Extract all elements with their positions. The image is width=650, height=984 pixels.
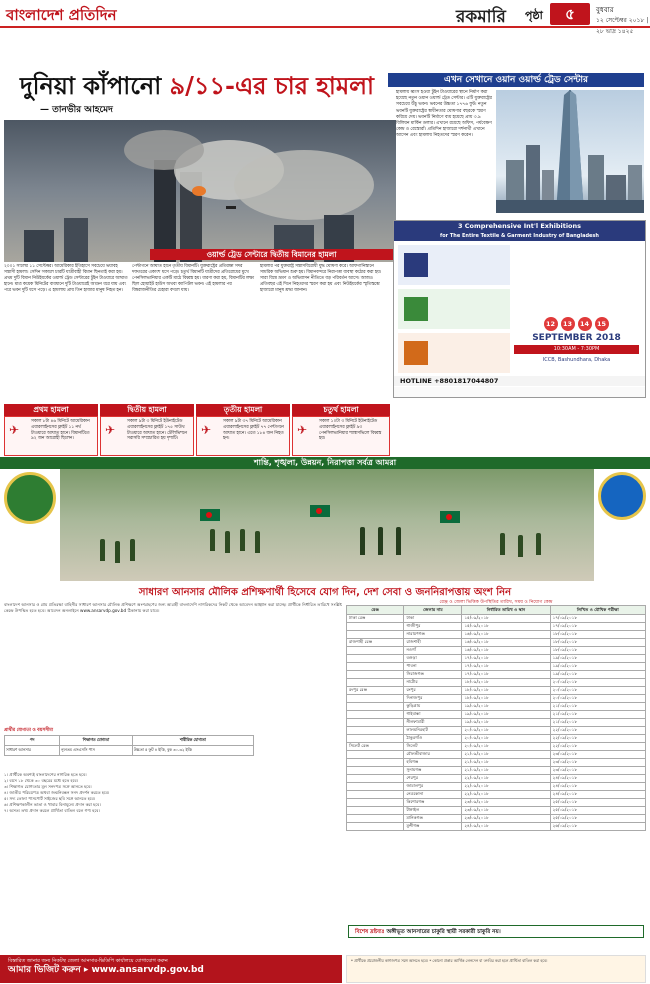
list-item: ৫। সদ্য তোলা পাসপোর্ট সাইজের ছবি সঙ্গে আনতে হবে। <box>4 796 96 801</box>
table-cell: নারায়ণগঞ্জ <box>404 631 462 639</box>
table-row <box>347 695 646 703</box>
table-header: জেলার নাম <box>404 606 462 615</box>
table-cell: ঢাকা রেঞ্জ <box>347 615 404 623</box>
table-cell: ১৭/০৯/২০১৮ <box>462 655 550 663</box>
table-cell: ১৭/০৯/২০১৮ <box>462 663 550 671</box>
table-cell: ২২/০৯/২০১৮ <box>550 743 645 751</box>
table-cell <box>347 799 404 807</box>
table-cell: ১৬/০৯/২০১৮ <box>462 647 550 655</box>
table-row <box>347 767 646 775</box>
table-row <box>347 663 646 671</box>
ansar-headline: সাধারণ আনসার মৌলিক প্রশিক্ষণার্থী হিসেবে যোগ দিন, দেশ সেবা ও জননিরাপত্তায় অংশ নিন <box>138 587 512 598</box>
north-tower <box>154 160 176 262</box>
wtc-box-title: এখন সেখানে ওয়ান ওয়ার্ল্ড ট্রেড সেন্টার <box>388 73 644 87</box>
soldier-figure <box>500 533 505 555</box>
table-cell: ১৯/০৯/২০১৮ <box>462 703 550 711</box>
table-cell: ২০/০৯/২০১৮ <box>550 695 645 703</box>
table-cell: ১৮/০৯/২০১৮ <box>462 695 550 703</box>
table-row <box>347 639 646 647</box>
ansar-emblem-logo-right <box>598 472 646 520</box>
ad-exhibition-logos <box>398 245 510 373</box>
ad-header <box>394 221 645 241</box>
table-cell: ১৭/০৯/২০১৮ <box>550 623 645 631</box>
ad-date: 12 <box>544 317 558 331</box>
table-cell: কিশোরগঞ্জ <box>404 799 462 807</box>
page-word: পৃষ্ঠা <box>525 9 543 22</box>
table-cell: সিলেট <box>404 743 462 751</box>
soldier-figure <box>115 541 120 563</box>
table-row <box>347 719 646 727</box>
list-item: ৬। প্রশিক্ষণকালীন ভাতা ও খাবার বিনামূল্যে প্রদান করা হবে। <box>4 802 101 807</box>
ansar-footer <box>0 955 342 983</box>
ad-sub-line: for The Entire Textile & Garment Industry of Bangladesh <box>440 233 599 239</box>
table-cell: টাঙ্গাইল <box>404 807 462 815</box>
table-cell: ১৫/০৯/২০১৮ <box>462 623 550 631</box>
table-cell: নীলফামারী <box>404 719 462 727</box>
table-cell: রাজশাহী <box>404 639 462 647</box>
table-cell: বগুড়া <box>404 655 462 663</box>
ad-sponsor-strip <box>394 387 645 397</box>
qual-header: শিক্ষাগত যোগ্যতা <box>60 736 133 746</box>
table-cell <box>347 703 404 711</box>
special-note <box>348 925 644 938</box>
table-row <box>347 703 646 711</box>
table-row <box>347 759 646 767</box>
table-cell <box>347 671 404 679</box>
attack-2-box <box>100 416 194 456</box>
table-cell: সিরাজগঞ্জ <box>404 671 462 679</box>
table-cell: মানিকগঞ্জ <box>404 815 462 823</box>
wtc-box-text: হামলায় ধ্বংস হওয়া টুইন টাওয়ারের স্থানে নির্মাণ করা হয়েছে নতুন ওয়ান ওয়ার্ল্ড ট্রেড সেন্টার। এটি যুক্তরাষ্ট্রের সবচেয়ে উঁচু ভবন। ভবনের উচ্চতা ১৭৭৬ ফুট। নতুন ভবনটি যুক্তরাষ্ট্রের স্বাধীনতার ঘোষণার বছরকে স্মরণ করিয়ে দেয়। ভবনটি নির্মাণে ব্যয় হয়েছে প্রায় ৩.৯ বিলিয়ন মার্কিন ডলার। এখানে রয়েছে অফিস, পর্যবেক্ষণ কেন্দ্র ও রেস্তোরাঁ। প্রতিদিন হাজারো দর্শনার্থী এখানে আসেন এবং হামলায় নিহতদের স্মরণ করেন। <box>396 90 492 139</box>
smoke-cloud <box>234 150 374 220</box>
range-table-title: রেঞ্জ ও জেলা ভিত্তিক উপস্থিতির তারিখ, সময় ও নিয়োগ কেন্দ্র <box>439 600 553 605</box>
article-column-2: পেন্টাগনে আঘাত হানে তৃতীয় বিমানটি। যুক্তরাষ্ট্রের প্রতিরক্ষা সদর দফতরের একাংশ ধসে পড়ে। চতুর্থ বিমানটি যাত্রীদের প্রতিরোধের মুখে পেনসিলভানিয়ার একটি মাঠে বিধ্বস্ত হয়। ধারণা করা হয়, বিমানটির লক্ষ্য ছিল হোয়াইট হাউস অথবা ক্যাপিটল ভবন। এই হামলার পর বিশ্বরাজনীতির চেহারা বদলে যায়। <box>132 264 254 293</box>
table-cell: ২৩/০৯/২০১৮ <box>550 751 645 759</box>
smoke-cloud <box>124 130 204 170</box>
table-cell: ১৮/০৯/২০১৮ <box>550 639 645 647</box>
table-cell: ২১/০৯/২০১৮ <box>550 703 645 711</box>
table-row <box>347 711 646 719</box>
table-row <box>347 727 646 735</box>
table-cell: ২১/০৯/২০১৮ <box>462 767 550 775</box>
table-cell <box>347 751 404 759</box>
attack-4-box <box>292 416 390 456</box>
table-row <box>347 815 646 823</box>
attack-4-text: সকাল ১০টা ৩ মিনিটে ইউনাইটেড এয়ারলাইনসের ফ্লাইট ৯৩ পেনসিলভানিয়ার শ্যাঙ্কসভিলে বিধ্বস্ত হয়। <box>319 419 382 442</box>
list-item: ৪। জাতীয় পরিচয়পত্র অথবা জন্মনিবন্ধন সনদ প্রদর্শন করতে হবে। <box>4 790 110 795</box>
table-cell: ২০/০৯/২০১৮ <box>550 687 645 695</box>
table-cell: ১৯/০৯/২০১৮ <box>550 663 645 671</box>
table-cell: ২০/০৯/২০১৮ <box>462 735 550 743</box>
table-header: লিখিত ও মৌখিক পরীক্ষা <box>550 606 645 615</box>
table-cell: ২৩/০৯/২০১৮ <box>462 815 550 823</box>
qualification-title: প্রার্থীর যোগ্যতা ও বয়সসীমা <box>4 728 53 733</box>
table-cell: ২০/০৯/২০১৮ <box>462 743 550 751</box>
table-header: নির্ধারিত তারিখ ও স্থান <box>462 606 550 615</box>
table-cell <box>347 727 404 735</box>
table-cell: ১৮/০৯/২০১৮ <box>550 647 645 655</box>
table-cell: রংপুর <box>404 687 462 695</box>
date-label: ১২ সেপ্টেম্বর ২০১৮ | ২৮ ভাদ্র ১৪২৫ <box>596 17 649 35</box>
table-cell: ১৯/০৯/২০১৮ <box>550 655 645 663</box>
table-cell: ২৫/০৯/২০১৮ <box>550 815 645 823</box>
table-cell <box>347 711 404 719</box>
table-cell: ১৮/০৯/২০১৮ <box>462 679 550 687</box>
table-cell: ২১/০৯/২০১৮ <box>462 751 550 759</box>
day-label: বুধবার <box>596 6 614 14</box>
table-cell: ১৯/০৯/২০১৮ <box>462 711 550 719</box>
soldier-figure <box>130 539 135 561</box>
attack-2-text: সকাল ৯টা ৩ মিনিটে ইউনাইটেড এয়ারলাইনসের ফ্লাইট ১৭৫ সাউথ টাওয়ারে আঘাত হানে। টেলিভিশনে সরাসরি সম্প্রচারিত হয় দৃশ্যটি। <box>127 419 187 442</box>
bangladesh-flag <box>200 509 220 521</box>
ansar-emblem-logo <box>4 472 56 524</box>
qual-header: পদ <box>5 736 60 746</box>
table-row <box>347 799 646 807</box>
table-cell: মৌলভীবাজার <box>404 751 462 759</box>
table-header: রেঞ্জ <box>347 606 404 615</box>
footer-text: বিস্তারিত জানার জন্য নিকটস্থ জেলা আনসার-ভিডিপি কার্যালয়ে যোগাযোগ করুন <box>8 958 168 964</box>
table-cell: ২৫/০৯/২০১৮ <box>550 807 645 815</box>
table-cell: সিলেট রেঞ্জ <box>347 743 404 751</box>
table-row <box>347 791 646 799</box>
ansar-notice-text: বাংলাদেশ আনসার ও গ্রাম প্রতিরক্ষা বাহিনীর সাধারণ আনসার মৌলিক প্রশিক্ষণে অংশগ্রহণের জন্য আগ্রহী বাংলাদেশি নাগরিকদের নিকট থেকে আবেদন আহ্বান করা যাচ্ছে। প্রার্থীকে নির্ধারিত তারিখে সংশ্লিষ্ট কেন্দ্রে উপস্থিত হতে হবে। আবেদন অনলাইনে www.ansarvdp.gov.bd ঠিকানায় করা যাবে। <box>4 602 342 613</box>
table-cell: গাজীপুর <box>404 623 462 631</box>
table-cell: ২৪/০৯/২০১৮ <box>550 791 645 799</box>
ad-date: 13 <box>561 317 575 331</box>
table-cell: ১৬/০৯/২০১৮ <box>462 631 550 639</box>
list-item: ৭। অসত্য তথ্য প্রদান করলে প্রার্থিতা বাতিল বলে গণ্য হবে। <box>4 808 100 813</box>
range-schedule-table <box>346 605 646 831</box>
requirements-list <box>4 772 342 814</box>
attack-1-title: প্রথম হামলা <box>4 404 98 416</box>
ad-time: 10:30AM - 7:30PM <box>514 345 639 354</box>
plane-icon: ✈ <box>105 423 116 437</box>
table-cell: ১৭/০৯/২০১৮ <box>550 615 645 623</box>
table-cell <box>347 623 404 631</box>
footer-note: * প্রার্থীকে প্রয়োজনীয় কাগজপত্র সঙ্গে আনতে হবে। * কোনো প্রকার আর্থিক লেনদেন বা তদবির করা হলে প্রার্থিতা বাতিল করা হবে। <box>346 955 646 983</box>
table-cell: ২৩/০৯/২০১৮ <box>462 807 550 815</box>
table-cell: নেত্রকোনা <box>404 791 462 799</box>
table-cell: শেরপুর <box>404 775 462 783</box>
table-cell: হবিগঞ্জ <box>404 759 462 767</box>
table-cell: ১৫/০৯/২০১৮ <box>462 615 550 623</box>
table-row <box>347 655 646 663</box>
table-cell: ২১/০৯/২০১৮ <box>550 711 645 719</box>
table-cell: ২৪/০৯/২০১৮ <box>462 823 550 831</box>
building <box>24 230 54 262</box>
soldier-figure <box>255 531 260 553</box>
one-wtc-photo <box>496 90 644 213</box>
table-cell: ১৬/০৯/২০১৮ <box>462 639 550 647</box>
table-cell: ২৩/০৯/২০১৮ <box>550 759 645 767</box>
attack-2-title: দ্বিতীয় হামলা <box>100 404 194 416</box>
table-cell: রংপুর রেঞ্জ <box>347 687 404 695</box>
qual-cell: ন্যূনতম এসএসসি পাস <box>60 746 133 756</box>
special-note-text: অঙ্গীভূত আনসারের চাকুরি স্থায়ী সরকারী চাকুরি নয়। <box>386 929 501 935</box>
table-cell: গাইবান্ধা <box>404 711 462 719</box>
photo-caption: ওয়ার্ল্ড ট্রেড সেন্টারে দ্বিতীয় বিমানের হামলা <box>150 249 393 260</box>
table-cell: ১৮/০৯/২০১৮ <box>550 631 645 639</box>
plane-icon: ✈ <box>9 423 20 437</box>
soldier-figure <box>360 527 365 555</box>
table-row <box>347 751 646 759</box>
article-column-1: ২০০১ সালের ১১ সেপ্টেম্বর। আমেরিকার ইতিহাসে সবচেয়ে ভয়াবহ সন্ত্রাসী হামলা। সেদিন সকালে চারটি যাত্রীবাহী বিমান ছিনতাই করা হয়। প্রথম দুটি বিমান নিউইয়র্কের ওয়ার্ল্ড ট্রেড সেন্টারের টুইন টাওয়ারে আঘাত হানে। মাত্র কয়েক মিনিটের ব্যবধানে দুটি টাওয়ারেই আগুন ধরে যায় এবং পরে ভবন দুটি ধসে পড়ে। এ হামলায় প্রায় তিন হাজার মানুষ নিহত হন। <box>4 264 128 293</box>
attack-1-text: সকাল ৮টা ৪৬ মিনিটে আমেরিকান এয়ারলাইনসের ফ্লাইট ১১ নর্থ টাওয়ারে আঘাত হানে। বিমানটিতে ৯২ জন আরোহী ছিলেন। <box>31 419 90 442</box>
bangladesh-flag <box>310 505 330 517</box>
table-cell: ২৫/০৯/২০১৮ <box>550 799 645 807</box>
qual-cell: সাধারণ আনসার <box>5 746 60 756</box>
attack-3-text: সকাল ৯টা ৩৭ মিনিটে আমেরিকান এয়ারলাইনসের ফ্লাইট ৭৭ পেন্টাগনে আঘাত হানে। এতে ১৮৪ জন নিহত হন। <box>223 419 284 442</box>
byline: — তানভীর আহমেদ <box>40 105 113 115</box>
table-cell <box>347 655 404 663</box>
table-cell: ২২/০৯/২০১৮ <box>462 775 550 783</box>
plane-icon: ✈ <box>201 423 212 437</box>
table-cell: ২২/০৯/২০১৮ <box>550 727 645 735</box>
soldier-figure <box>240 529 245 551</box>
table-cell <box>347 735 404 743</box>
soldier-figure <box>518 535 523 557</box>
table-cell <box>347 663 404 671</box>
table-row <box>347 687 646 695</box>
table-cell: ২২/০৯/২০১৮ <box>550 735 645 743</box>
table-row <box>347 631 646 639</box>
attack-3-title: তৃতীয় হামলা <box>196 404 290 416</box>
table-cell: ২৪/০৯/২০১৮ <box>550 783 645 791</box>
table-row <box>347 735 646 743</box>
table-row <box>347 743 646 751</box>
table-cell: ২৩/০৯/২০১৮ <box>462 799 550 807</box>
table-cell: ঢাকা <box>404 615 462 623</box>
ad-date: 14 <box>578 317 592 331</box>
table-cell: ২১/০৯/২০১৮ <box>550 719 645 727</box>
table-cell: নওগাঁ <box>404 647 462 655</box>
table-cell <box>347 767 404 775</box>
table-cell <box>347 695 404 703</box>
table-cell: ১৮/০৯/২০১৮ <box>462 687 550 695</box>
footer-url-link[interactable]: আমার ভিজিট করুন ▸ www.ansarvdp.gov.bd <box>8 965 204 975</box>
attack-1-box <box>4 416 98 456</box>
table-row <box>347 775 646 783</box>
table-cell <box>347 631 404 639</box>
table-cell <box>347 719 404 727</box>
table-cell: জামালপুর <box>404 783 462 791</box>
bangladesh-flag <box>440 511 460 523</box>
table-row <box>347 783 646 791</box>
soldier-figure <box>100 539 105 561</box>
table-cell: ২২/০৯/২০১৮ <box>462 791 550 799</box>
table-cell: ২৩/০৯/২০১৮ <box>550 767 645 775</box>
table-cell: ঠাকুরগাঁও <box>404 735 462 743</box>
twin-towers-photo <box>4 120 396 262</box>
qual-cell: উচ্চতা ৫ ফুট ৪ ইঞ্চি, বুক ৩০-৩২ ইঞ্চি <box>132 746 253 756</box>
table-cell: ২০/০৯/২০১৮ <box>462 727 550 735</box>
table-row <box>347 615 646 623</box>
table-cell: পাবনা <box>404 663 462 671</box>
ansar-banner: শান্তি, শৃঙ্খলা, উন্নয়ন, নিরাপত্তা সর্বত্র আমরা <box>0 457 650 469</box>
table-cell <box>347 783 404 791</box>
building <box>64 218 88 262</box>
table-cell: সুনামগঞ্জ <box>404 767 462 775</box>
list-item: ২। বয়স ১৮ থেকে ৩০ বছরের মধ্যে হতে হবে। <box>4 778 79 783</box>
ad-date-list <box>511 317 641 331</box>
soldier-figure <box>210 529 215 551</box>
table-cell: ২৪/০৯/২০১৮ <box>550 775 645 783</box>
qualification-table <box>4 735 254 756</box>
table-cell: ২১/০৯/২০১৮ <box>462 759 550 767</box>
table-row <box>347 623 646 631</box>
one-wtc-skyline <box>496 90 644 213</box>
table-cell <box>347 807 404 815</box>
list-item: ১। প্রার্থীকে অবশ্যই বাংলাদেশের নাগরিক হতে হবে। <box>4 772 87 777</box>
table-row <box>347 647 646 655</box>
ad-month: SEPTEMBER 2018 <box>532 333 621 343</box>
table-cell <box>347 791 404 799</box>
ad-date: 15 <box>595 317 609 331</box>
ad-venue: ICCB, Bashundhara, Dhaka <box>542 357 611 363</box>
ad-top-line: 3 Comprehensive Int'l Exhibitions <box>457 222 582 230</box>
table-cell: দিনাজপুর <box>404 695 462 703</box>
page-number: ৫ <box>550 3 590 25</box>
headline-red-part: ৯/১১-এর চার হামলা <box>169 71 375 100</box>
section-title: রকমারি <box>456 7 506 27</box>
plane-icon <box>226 206 236 209</box>
soldier-figure <box>225 531 230 553</box>
table-cell: কুড়িগ্রাম <box>404 703 462 711</box>
plane-icon: ✈ <box>297 423 308 437</box>
table-row <box>347 679 646 687</box>
textech-advertisement <box>393 220 646 398</box>
table-cell: ২০/০৯/২০১৮ <box>550 679 645 687</box>
list-item: ৩। শিক্ষাগত যোগ্যতার মূল সনদপত্র সঙ্গে আনতে হবে। <box>4 784 92 789</box>
fire-ball <box>192 186 206 196</box>
table-cell: ১৯/০৯/২০১৮ <box>462 719 550 727</box>
article-column-3: হামলার পর যুক্তরাষ্ট্র সন্ত্রাসবিরোধী যুদ্ধ ঘোষণা করে। আফগানিস্তানে সামরিক অভিযান শুরু হয়। বিমানবন্দরে নিরাপত্তা ব্যবস্থা কঠোর করা হয়। সারা বিশ্বে ভ্রমণ ও অভিবাসন নীতিতে বড় পরিবর্তন আসে। আজও প্রতিবছর এই দিনে নিহতদের স্মরণ করা হয় এবং নিউইয়র্কের স্মৃতিস্তম্ভে হাজারো মানুষ শ্রদ্ধা জানান। <box>260 264 382 293</box>
newspaper-logo: বাংলাদেশ প্রতিদিন <box>6 6 117 24</box>
headline-part: দুনিয়া কাঁপানো <box>20 71 170 100</box>
soldier-figure <box>378 527 383 555</box>
table-cell: ১৭/০৯/২০১৮ <box>462 671 550 679</box>
table-cell <box>347 815 404 823</box>
table-cell: নাটোর <box>404 679 462 687</box>
table-row <box>347 671 646 679</box>
table-cell: রাজশাহী রেঞ্জ <box>347 639 404 647</box>
ad-hotline: HOTLINE +8801817044807 <box>394 376 645 386</box>
table-cell: লালমনিরহাট <box>404 727 462 735</box>
table-row <box>347 823 646 831</box>
qual-header: শারীরিক যোগ্যতা <box>132 736 253 746</box>
table-cell: ২৬/০৯/২০১৮ <box>550 823 645 831</box>
ansar-training-photo <box>60 469 594 581</box>
table-cell <box>347 647 404 655</box>
attack-4-title: চতুর্থ হামলা <box>292 404 390 416</box>
attack-3-box <box>196 416 290 456</box>
table-cell <box>347 679 404 687</box>
table-cell: ১৯/০৯/২০১৮ <box>550 671 645 679</box>
table-cell: মুন্সীগঞ্জ <box>404 823 462 831</box>
soldier-figure <box>536 533 541 555</box>
table-cell <box>347 759 404 767</box>
table-cell: ২২/০৯/২০১৮ <box>462 783 550 791</box>
table-cell <box>347 775 404 783</box>
table-row <box>347 807 646 815</box>
soldier-figure <box>396 527 401 555</box>
special-note-label: বিশেষ দ্রষ্টব্যঃ <box>355 929 385 935</box>
table-cell <box>347 823 404 831</box>
